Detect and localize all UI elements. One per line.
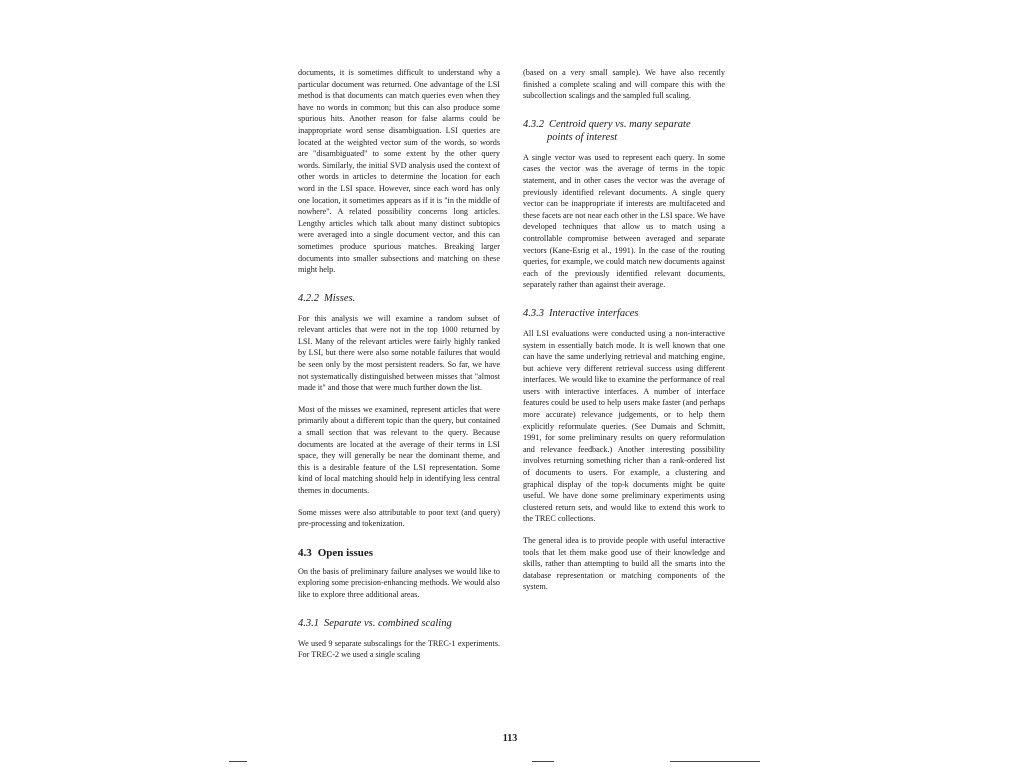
paragraph: (based on a very small sample). We have also recently finished a complete scaling and will compare this with the subcollection scalings and the sampled full scaling. xyxy=(523,68,725,101)
subsection-title: Misses. xyxy=(324,292,356,304)
subsection-title-line1: Centroid query vs. many separate xyxy=(549,118,691,130)
subsection-title: Separate vs. combined scaling xyxy=(324,617,452,629)
subsection-number: 4.3.2 xyxy=(523,118,544,130)
paragraph: For this analysis we will examine a random subset of relevant articles that were not in the top 1000 returned by LSI. Many of the relevant articles were fairly highly ranked by LSI, but there were also some notable failures that would be seen only by the most persistent readers. So far, we have not systematically distinguished between misses that "almost made it" and those that were much further down the list. xyxy=(298,313,500,393)
subsection-heading-centroid xyxy=(523,118,725,144)
scan-edge-mark xyxy=(670,761,760,762)
left-column xyxy=(298,67,500,671)
subsection-heading-misses xyxy=(298,292,500,305)
section-heading-open-issues xyxy=(298,546,500,560)
right-column xyxy=(523,67,725,603)
section-title: Open issues xyxy=(317,546,374,559)
subsection-number: 4.3.3 xyxy=(523,307,544,319)
paragraph: We used 9 separate subscalings for the TREC-1 experiments. For TREC-2 we used a single scaling xyxy=(298,638,500,660)
page-number: 113 xyxy=(502,733,518,744)
subsection-number: 4.2.2 xyxy=(298,292,319,304)
paragraph: The general idea is to provide people with useful interactive tools that let them make good use of their knowledge and skills, rather than attempting to build all the smarts into the database representation or matching components of the system. xyxy=(523,536,725,592)
subsection-heading-interactive xyxy=(523,307,725,320)
scan-edge-mark xyxy=(229,761,247,762)
section-number: 4.3 xyxy=(298,546,312,559)
paragraph: Some misses were also attributable to poor text (and query) pre-processing and tokenization. xyxy=(298,507,500,529)
paragraph: All LSI evaluations were conducted using a non-interactive system in essentially batch mode. It is well known that one can have the same underlying retrieval and matching engine, but achieve very different retrieval success using different interfaces. We would like to examine the performance of real users with interactive interfaces. A number of interface features could be used to help users make faster (and perhaps more accurate) relevance judgements, or to help them explicitly reformulate queries. (See Dumais and Schmitt, 1991, for some preliminary results on query reformulation and relevance feedback.) Another interesting possibility involves returning something richer than a rank-ordered list of documents to users. For example, a clustering and graphical display of the top-k documents might be quite useful. We have done some preliminary experiments using clustered return sets, and would like to extend this work to the TREC collections. xyxy=(523,328,725,524)
paragraph: A single vector was used to represent each query. In some cases the vector was the average of terms in the topic statement, and in other cases the vector was the average of previously identified relevant documents. A single query vector can be inappropriate if interests are multifaceted and these facets are not near each other in the LSI space. We have developed techniques that allow us to match using a controllable compromise between averaged and separate vectors (Kane-Esrig et al., 1991). In the case of the routing queries, for example, we could match new documents against each of the previously identified relevant documents, separately rather than against their average. xyxy=(523,152,725,290)
paragraph: documents, it is sometimes difficult to understand why a particular document was returned. One advantage of the LSI method is that documents can match queries even when they have no words in common; but this can also produce some spurious hits. Another reason for false alarms could be inappropriate word sense disambiguation. LSI queries are located at the weighted vector sum of the words, so words are "disambiguated" to some extent by the other query words. Similarly, the initial SVD analysis used the context of other words in articles to determine the location for each word in the LSI space. However, since each word has only one location, it sometimes appears as if it is "in the middle of nowhere". A related possibility concerns long articles. Lengthy articles which talk about many distinct subtopics were averaged into a single document vector, and this can sometimes produce spurious matches. Breaking larger documents into smaller subsections and matching on these might help. xyxy=(298,68,500,275)
paragraph: On the basis of preliminary failure analyses we would like to exploring some precision-enhancing methods. We would also like to explore three additional areas. xyxy=(298,566,500,599)
scan-edge-mark xyxy=(532,761,554,762)
subsection-title: Interactive interfaces xyxy=(549,307,639,319)
paragraph: Most of the misses we examined, represent articles that were primarily about a different topic than the query, but contained a small section that was relevant to the query. Because documents are located at the average of their terms in LSI space, they will generally be near the dominant theme, and this is a desirable feature of the LSI representation. Some kind of local matching should help in identifying less central themes in documents. xyxy=(298,404,500,495)
subsection-title-line2: points of interest xyxy=(547,131,618,143)
subsection-number: 4.3.1 xyxy=(298,617,319,629)
subsection-heading-scaling xyxy=(298,617,500,630)
